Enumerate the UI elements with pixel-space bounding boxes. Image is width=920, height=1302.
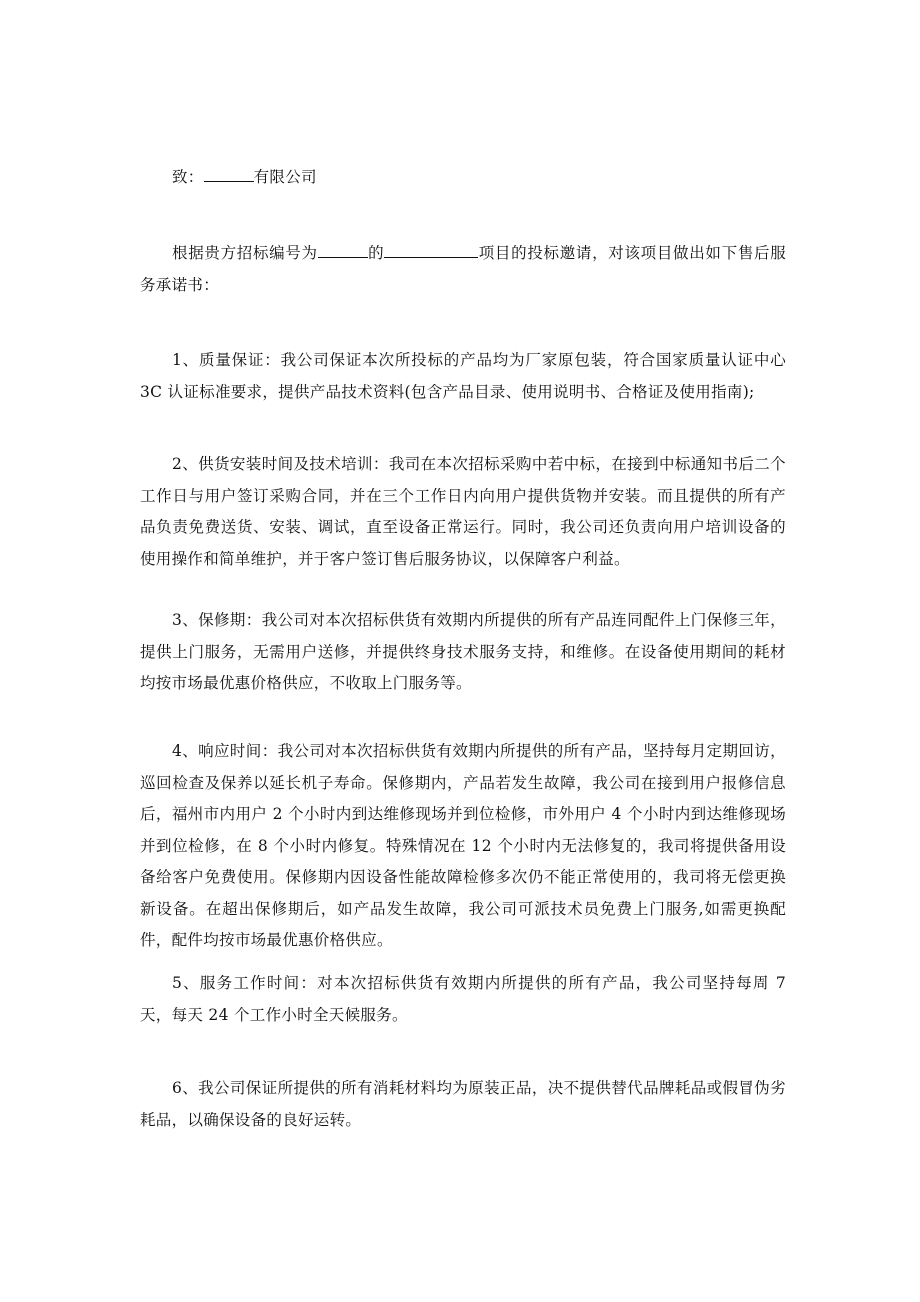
project-name-blank bbox=[384, 239, 478, 258]
item-service-hours: 5、服务工作时间：对本次招标供货有效期内所提供的所有产品，我公司坚持每周 7 天，每天 24 个工作小时全天候服务。 bbox=[140, 974, 786, 1024]
intro-part2: 的 bbox=[367, 244, 385, 262]
item-quality-guarantee: 1、质量保证：我公司保证本次所投标的产品均为厂家原包装，符合国家质量认证中心 3C 认证标准要求，提供产品技术资料(包含产品目录、使用说明书、合格证及使用指南); bbox=[140, 351, 786, 401]
item-warranty-period: 3、保修期：我公司对本次招标供货有效期内所提供的所有产品连同配件上门保修三年，提供上门服务，无需用户送修，并提供终身技术服务支持，和维修。在设备使用期间的耗材均按市场最优惠价格供应，不收取上门服务等。 bbox=[140, 611, 786, 692]
item-consumables: 6、我公司保证所提供的所有消耗材料均为原装正品，决不提供替代品牌耗品或假冒伪劣耗品，以确保设备的良好运转。 bbox=[140, 1079, 786, 1129]
intro-part3: 项目的投标邀请，对该项目做出如下售后服务承诺书： bbox=[140, 244, 787, 294]
company-name-blank bbox=[204, 163, 254, 182]
intro-part1: 根据贵方招标编号为 bbox=[172, 244, 318, 262]
salutation-line bbox=[140, 162, 786, 194]
item-delivery-training: 2、供货安装时间及技术培训：我司在本次招标采购中若中标，在接到中标通知书后二个工作日与用户签订采购合同，并在三个工作日内向用户提供货物并安装。而且提供的所有产品负责免费送货、安装、调试，直至设备正常运行。同时，我公司还负责向用户培训设备的使用操作和简单维护，并于客户签订售后服务协议，以保障客户利益。 bbox=[140, 455, 786, 568]
intro-paragraph bbox=[140, 238, 786, 301]
item-response-time: 4、响应时间：我公司对本次招标供货有效期内所提供的所有产品，坚持每月定期回访，巡回检查及保养以延长机子寿命。保修期内，产品若发生故障，我公司在接到用户报修信息后，福州市内用户 2 个小时内到达维修现场并到位检修，市外用户 4 个小时内到达维修现场并到位检修，在 8 个小时内修复。特殊情况在 12 个小时内无法修复的，我司将提供备用设备给客户免费使用。保修期内因设备性能故障检修多次仍不能正常使用的，我司将无偿更换新设备。在超出保修期后，如产品发生故障，我公司可派技术员免费上门服务,如需更换配件，配件均按市场最优惠价格供应。 bbox=[140, 742, 786, 949]
salutation-prefix: 致： bbox=[172, 168, 204, 186]
salutation-suffix: 有限公司 bbox=[253, 168, 317, 186]
tender-number-blank bbox=[318, 239, 368, 258]
